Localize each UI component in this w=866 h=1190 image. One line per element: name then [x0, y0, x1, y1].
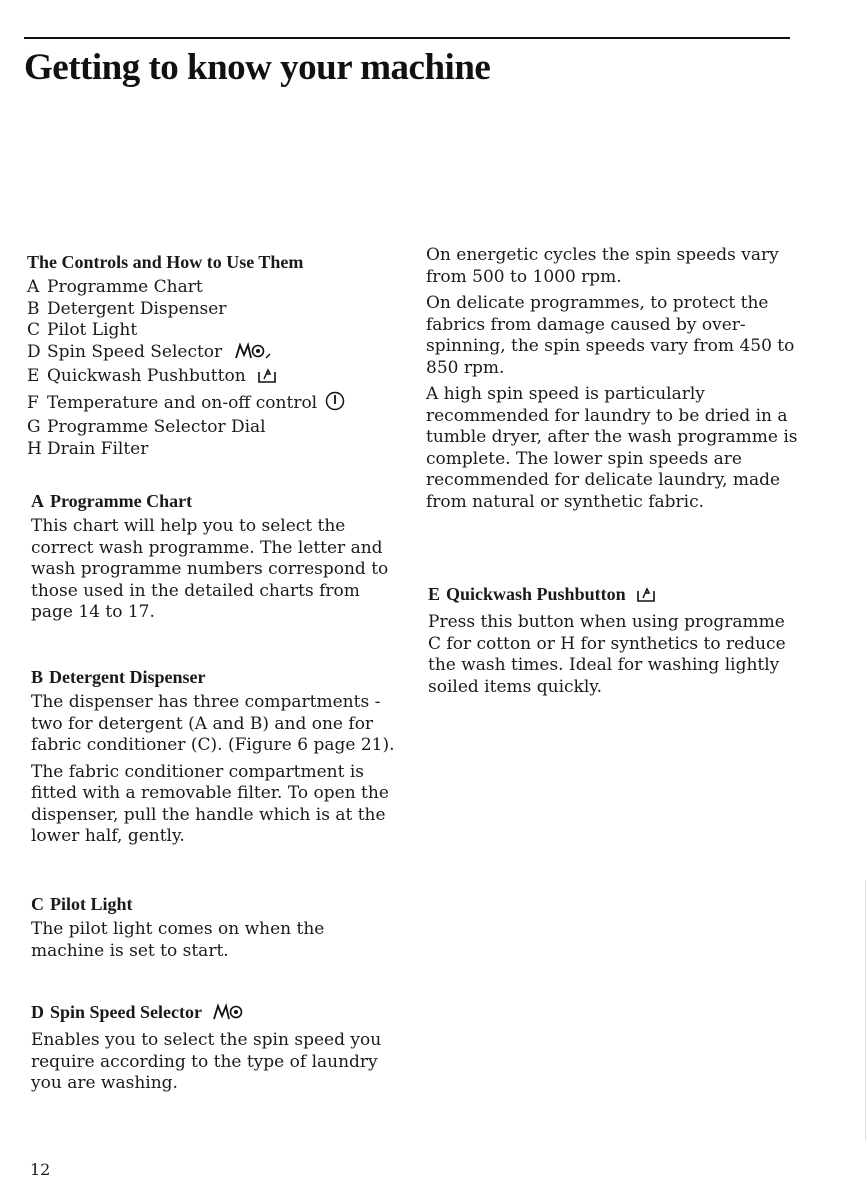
list-item: C Pilot Light: [27, 320, 138, 340]
top-rule: [24, 37, 790, 39]
power-icon: [325, 391, 345, 418]
page-number: 12: [30, 1160, 51, 1179]
section-spin-speed-selector: [31, 1001, 401, 1095]
controls-heading: The Controls and How to Use Them: [27, 252, 304, 272]
paragraph: The pilot light comes on when the machine is set to start.: [31, 919, 325, 961]
controls-block: [27, 251, 397, 460]
paragraph: The dispenser has three compartments - two for detergent (A and B) and one for fabric conditioner (C). (Figure 6 page 21).: [31, 692, 395, 755]
controls-list: [27, 277, 397, 460]
section-heading: E Quickwash Pushbutton: [428, 583, 803, 608]
page-title: Getting to know your machine: [24, 47, 491, 88]
spin-speed-notes: [426, 245, 801, 513]
spin-speed-icon: [234, 342, 272, 367]
paragraph: On energetic cycles the spin speeds vary from 500 to 1000 rpm.: [426, 245, 779, 287]
list-item: F Temperature and on-off control: [27, 391, 397, 418]
section-heading: C Pilot Light: [31, 894, 133, 914]
paragraph: On delicate programmes, to protect the fabrics from damage caused by over-spinning, the spin speeds vary from 450 to 850 rpm.: [426, 293, 795, 378]
quickwash-icon: [257, 366, 277, 391]
spin-speed-icon: [212, 1003, 244, 1026]
section-detergent-dispenser: [31, 666, 401, 848]
section-heading: A Programme Chart: [31, 491, 193, 511]
list-item: B Detergent Dispenser: [27, 298, 227, 319]
section-heading: B Detergent Dispenser: [31, 667, 206, 687]
paragraph: The fabric conditioner compartment is fitted with a removable filter. To open the dispenser, pull the handle which is at the lower half, gently.: [31, 761, 389, 846]
list-item: G Programme Selector Dial: [27, 417, 266, 437]
paragraph: A high spin speed is particularly recommended for laundry to be dried in a tumble dryer, after the wash programme is complete. The lower spin speeds are recommended for delicate laundry, made from natural or synthetic fabric.: [426, 384, 798, 512]
section-pilot-light: [31, 893, 401, 962]
paragraph: This chart will help you to select the correct wash programme. The letter and wash programme numbers correspond to those used in the detailed charts from page 14 to 17.: [31, 516, 389, 622]
list-item: H Drain Filter: [27, 438, 149, 459]
paragraph: Enables you to select the spin speed you require according to the type of laundry you are washing.: [31, 1030, 382, 1093]
section-heading: D Spin Speed Selector: [31, 1001, 401, 1026]
list-item: A Programme Chart: [27, 277, 203, 297]
section-quickwash-pushbutton: [428, 583, 803, 698]
list-item: E Quickwash Pushbutton: [27, 366, 397, 391]
section-programme-chart: [31, 490, 401, 624]
paragraph: Press this button when using programme C for cotton or H for synthetics to reduce the wash times. Ideal for washing lightly soiled items quickly.: [428, 612, 786, 697]
list-item: D Spin Speed Selector: [27, 342, 397, 367]
quickwash-icon: [636, 585, 656, 608]
